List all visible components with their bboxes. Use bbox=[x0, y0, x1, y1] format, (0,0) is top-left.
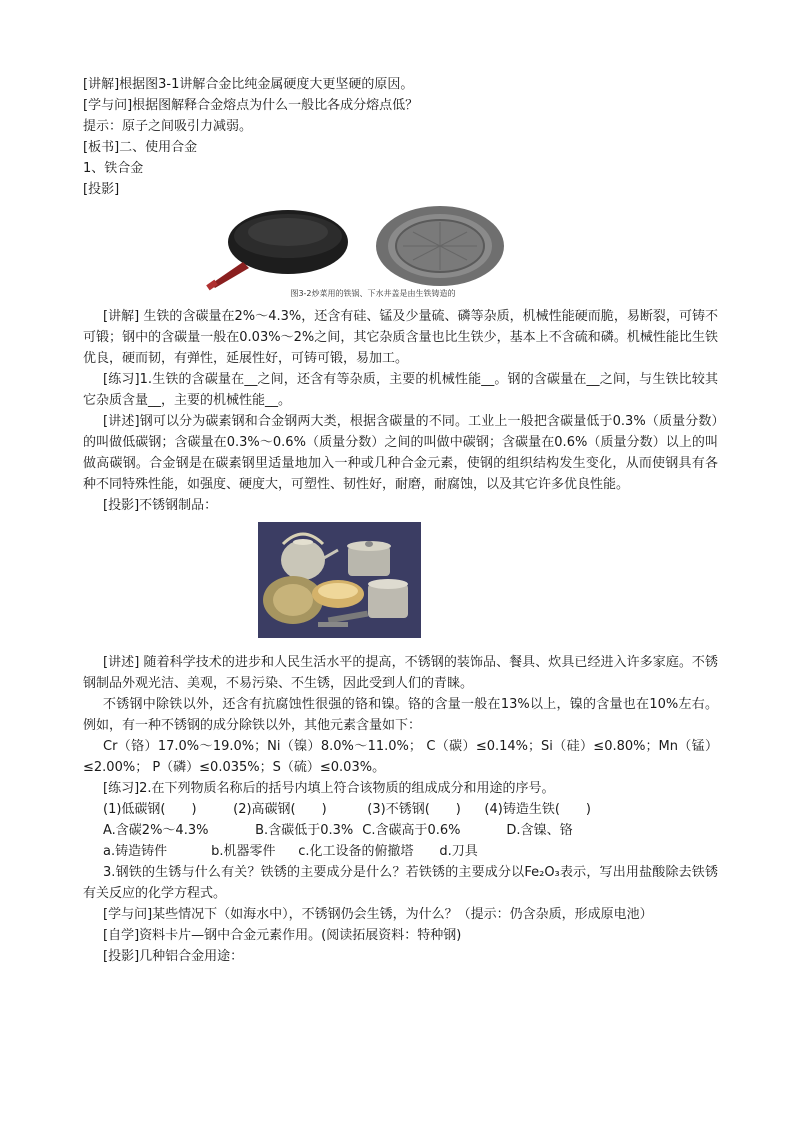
option-b: b.机器零件 bbox=[211, 844, 276, 859]
exercise-3: 3.钢铁的生锈与什么有关？铁锈的主要成分是什么？若铁锈的主要成分以Fe₂O₃表示，写出用盐酸除去铁锈有关反应的化学方程式。 bbox=[83, 865, 718, 901]
paragraph-cast-iron: [讲解] 生铁的含碳量在2%～4.3%，还含有硅、锰及少量硫、磷等杂质，机械性能硬而脆，易断裂，可铸不可锻；钢中的含碳量一般在0.03%～2%之间，其它杂质含量也比生铁少，基本上不含硫和磷。机械性能比生铁优良，硬而韧，有弹性，延展性好，可铸可锻，易加工。 bbox=[83, 309, 718, 366]
option-D: D.含镍、铬 bbox=[506, 823, 573, 838]
projection-stainless: [投影]不锈钢制品： bbox=[103, 498, 218, 513]
option-c: c.化工设备的俯撤塔 bbox=[298, 844, 414, 859]
exercise-2-compositions bbox=[83, 820, 718, 841]
self-study-note: [自学]资料卡片—钢中合金元素作用。(阅读拓展资料：特种钢) bbox=[103, 928, 462, 943]
exercise-1: [练习]1.生铁的含碳量在__之间，还含有等杂质，主要的机械性能__。钢的含碳量在__之间，与生铁比较其它杂质含量__，主要的机械性能__。 bbox=[83, 372, 718, 408]
option-cast-iron: (4)铸造生铁( ) bbox=[484, 802, 591, 817]
stainless-cookware-image bbox=[258, 522, 421, 638]
option-stainless: (3)不锈钢( ) bbox=[367, 802, 461, 817]
option-a: a.铸造铸件 bbox=[103, 844, 168, 859]
text-line: [学与问]根据图解释合金熔点为什么一般比各成分熔点低？ bbox=[83, 98, 419, 113]
option-B: B.含碳低于0.3% bbox=[255, 823, 354, 838]
paragraph-steel-types: [讲述]钢可以分为碳素钢和合金钢两大类，根据含碳量的不同。工业上一般把含碳量低于0.3%（质量分数）的叫做低碳钢；含碳量在0.3%～0.6%（质量分数）之间的叫做中碳钢；含碳量在0.6%（质量分数）以上的叫做高碳钢。合金钢是在碳素钢里适量地加入一种或几种合金元素，使钢的组织结构发生变化，从而使钢具有各种不同特殊性能，如强度、硬度大，可塑性、韧性好，耐磨，耐腐蚀，以及其它许多优良性能。 bbox=[83, 414, 718, 492]
paragraph-element-contents: Cr（铬）17.0%～19.0%；Ni（镍）8.0%～11.0%； C（碳）≤0.14%；Si（硅）≤0.80%；Mn（锰）≤2.00%； P（磷）≤0.035%；S（硫）≤0.03%。 bbox=[83, 739, 718, 775]
text-line: [讲解]根据图3-1讲解合金比纯金属硬度大更坚硬的原因。 bbox=[83, 77, 414, 92]
text-line: [投影] bbox=[83, 182, 120, 197]
option-d: d.刀具 bbox=[439, 844, 478, 859]
figure-stainless-products bbox=[83, 522, 718, 642]
text-line: 1、铁合金 bbox=[83, 161, 144, 176]
exercise-2-uses bbox=[83, 841, 718, 862]
exercise-2-items bbox=[83, 799, 718, 820]
figure-pan-manhole bbox=[83, 204, 718, 300]
text-line: [板书]二、使用合金 bbox=[83, 140, 198, 155]
question-stainless-rust: [学与问]某些情况下（如海水中），不锈钢仍会生锈，为什么？（提示：仍含杂质，形成原电池） bbox=[103, 907, 653, 922]
projection-aluminum-alloys: [投影]几种铝合金用途： bbox=[103, 949, 244, 964]
option-low-carbon: (1)低碳钢( ) bbox=[103, 802, 197, 817]
paragraph-stainless-composition: 不锈钢中除铁以外，还含有抗腐蚀性很强的铬和镍。铬的含量一般在13%以上，镍的含量也在10%左右。例如，有一种不锈钢的成分除铁以外，其他元素含量如下： bbox=[83, 697, 718, 733]
exercise-2: [练习]2.在下列物质名称后的括号内填上符合该物质的组成成分和用途的序号。 bbox=[103, 781, 555, 796]
option-C: C.含碳高于0.6% bbox=[362, 823, 461, 838]
option-A: A.含碳2%～4.3% bbox=[103, 823, 209, 838]
document-body bbox=[83, 74, 718, 967]
text-line: 提示：原子之间吸引力减弱。 bbox=[83, 119, 253, 134]
wok-image bbox=[203, 204, 353, 299]
option-high-carbon: (2)高碳钢( ) bbox=[233, 802, 327, 817]
paragraph-stainless-popularity: [讲述] 随着科学技术的进步和人民生活水平的提高，不锈钢的装饰品、餐具、炊具已经进入许多家庭。不锈钢制品外观光洁、美观，不易污染、不生锈，因此受到人们的青睐。 bbox=[83, 655, 718, 691]
figure-caption: 图3-2炒菜用的铁锅、下水井盖是由生铁铸造的 bbox=[290, 289, 456, 298]
manhole-cover-image bbox=[373, 204, 508, 299]
